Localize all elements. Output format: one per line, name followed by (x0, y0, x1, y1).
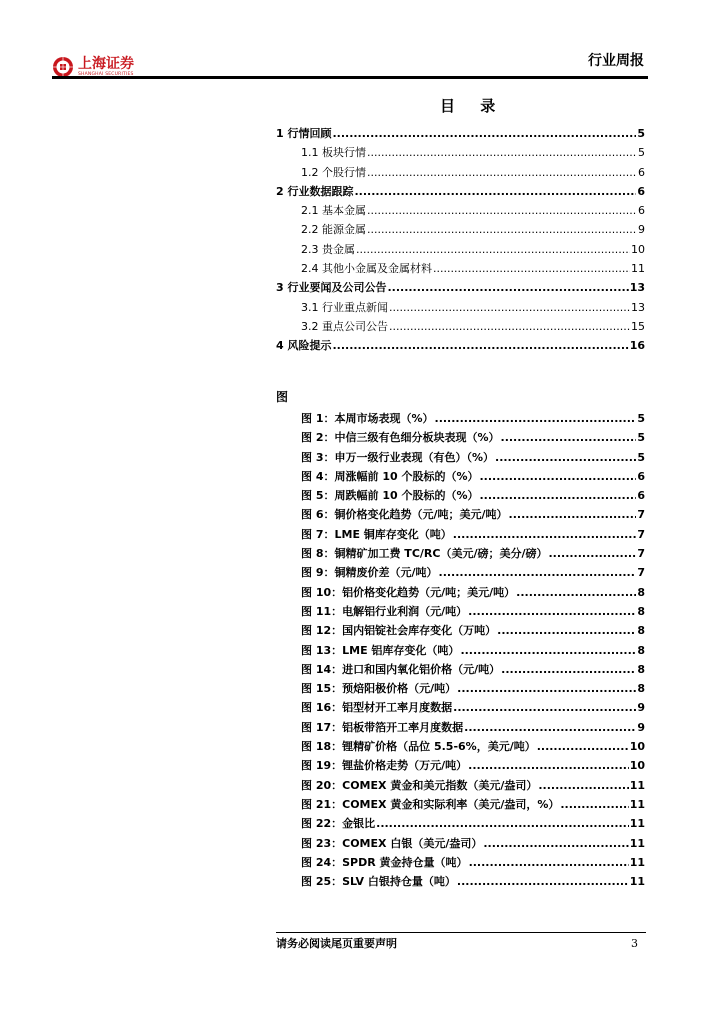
toc-entry-label: 图 21：COMEX 黄金和实际利率（美元/盎司，%） (301, 797, 560, 811)
dot-leader (453, 698, 636, 717)
toc-entry[interactable] (276, 621, 645, 640)
dot-leader (464, 718, 636, 737)
toc-entry-label: 2.2 能源金属 (301, 223, 366, 237)
toc-entry[interactable] (276, 737, 645, 756)
dot-leader (356, 240, 630, 259)
toc-entry-label: 图 2：中信三级有色细分板块表现（%） (301, 431, 500, 445)
toc-entry[interactable] (276, 259, 645, 278)
toc-entry-page: 11 (629, 875, 645, 889)
toc-entry-page: 8 (637, 682, 645, 696)
toc-entry[interactable] (276, 776, 645, 795)
toc-entry-page: 8 (637, 585, 645, 599)
toc-entry-page: 5 (638, 146, 645, 160)
dot-leader (376, 814, 629, 833)
toc-entry-page: 11 (629, 817, 645, 831)
toc-entry-label: 1.1 板块行情 (301, 146, 366, 160)
toc-entry-label: 图 6：铜价格变化趋势（元/吨；美元/吨） (301, 508, 508, 522)
toc-entry[interactable] (276, 853, 645, 872)
dot-leader (453, 525, 637, 544)
toc-entry[interactable] (276, 409, 645, 428)
company-logo (52, 56, 134, 78)
toc-entry[interactable] (276, 660, 645, 679)
toc-entry-page: 5 (637, 450, 645, 464)
toc-entry-label: 图 4：周涨幅前 10 个股标的（%） (301, 469, 479, 483)
toc-entry-label: 图 12：国内铝锭社会库存变化（万吨） (301, 624, 497, 638)
dot-leader (501, 660, 636, 679)
toc-entry-page: 7 (637, 508, 645, 522)
toc-entry-page: 7 (637, 527, 645, 541)
toc-entry-page: 6 (638, 204, 645, 218)
toc-entry-page: 7 (637, 547, 645, 561)
dot-leader (460, 641, 636, 660)
toc-entry-page: 10 (629, 740, 645, 754)
toc-entry-page: 9 (637, 701, 645, 715)
toc-entry-label: 图 18：锂精矿价格（品位 5.5-6%，美元/吨） (301, 740, 536, 754)
toc-title: 目 录 (440, 97, 506, 115)
toc-entry-page: 11 (631, 262, 645, 276)
toc-entry-label: 3 行业要闻及公司公告 (276, 281, 387, 295)
logo-subtitle: SHANGHAI SECURITIES (78, 71, 134, 77)
toc-entry-label: 3.1 行业重点新闻 (301, 300, 388, 314)
toc-entry-label: 3.2 重点公司公告 (301, 319, 388, 333)
toc-entry-label: 2.3 贵金属 (301, 242, 355, 256)
dot-leader (367, 201, 637, 220)
toc-entry-label: 图 22：金银比 (301, 817, 376, 831)
toc-entry-page: 13 (629, 281, 645, 295)
dot-leader (332, 124, 636, 143)
dot-leader (389, 298, 630, 317)
toc-entry-label: 图 17：铝板带箔开工率月度数据 (301, 720, 464, 734)
toc-entry[interactable] (276, 641, 645, 660)
dot-leader (560, 795, 628, 814)
toc-entry[interactable] (276, 505, 645, 524)
dot-leader (548, 544, 636, 563)
toc-entry[interactable] (276, 317, 645, 336)
dot-leader (495, 448, 636, 467)
report-type: 行业周报 (588, 53, 644, 69)
toc-entry[interactable] (276, 428, 645, 447)
toc-entry-label: 2 行业数据跟踪 (276, 184, 354, 198)
toc-entry[interactable] (276, 486, 645, 505)
dot-leader (354, 182, 636, 201)
toc-entry-label: 图 1：本周市场表现（%） (301, 412, 434, 425)
toc-entry-label: 图 5：周跌幅前 10 个股标的（%） (301, 489, 479, 503)
toc-entry[interactable] (276, 163, 645, 182)
toc-entry[interactable] (276, 220, 645, 239)
toc-entry[interactable] (276, 336, 645, 355)
page-number: 3 (631, 937, 638, 950)
dot-leader (367, 163, 637, 182)
footer-divider (276, 932, 646, 933)
dot-leader (435, 409, 637, 428)
toc-entry[interactable] (276, 718, 645, 737)
toc-entry[interactable] (276, 834, 645, 853)
table-of-contents (276, 124, 645, 356)
dot-leader (479, 467, 636, 486)
toc-entry-page: 8 (637, 604, 645, 618)
toc-entry-label: 图 9：铜精废价差（元/吨） (301, 566, 438, 580)
toc-entry[interactable] (276, 182, 645, 201)
toc-entry[interactable] (276, 698, 645, 717)
toc-entry-label: 图 3：申万一级行业表现（有色）（%） (301, 450, 495, 464)
logo-emblem-icon (52, 56, 74, 78)
toc-entry-label: 图 11：电解铝行业利润（元/吨） (301, 604, 468, 618)
toc-entry-label: 4 风险提示 (276, 339, 332, 353)
toc-entry[interactable] (276, 124, 645, 143)
toc-entry-label: 图 25：SLV 白银持仓量（吨） (301, 875, 456, 889)
dot-leader (537, 737, 629, 756)
dot-leader (387, 278, 628, 297)
toc-entry-label: 图 13：LME 铝库存变化（吨） (301, 643, 460, 657)
toc-entry[interactable] (276, 583, 645, 602)
toc-entry-page: 5 (637, 127, 645, 140)
toc-entry-label: 2.1 基本金属 (301, 204, 366, 218)
dot-leader (367, 143, 637, 162)
toc-entry-label: 图 8：铜精矿加工费 TC/RC（美元/磅；美分/磅） (301, 547, 548, 561)
dot-leader (501, 428, 637, 447)
toc-entry-page: 7 (637, 566, 645, 580)
dot-leader (439, 563, 637, 582)
dot-leader (538, 776, 628, 795)
toc-entry[interactable] (276, 756, 645, 775)
toc-entry[interactable] (276, 795, 645, 814)
footer-disclaimer: 请务必阅读尾页重要声明 (276, 937, 397, 950)
dot-leader (509, 505, 637, 524)
toc-entry-page: 8 (637, 624, 645, 638)
figures-heading: 图 (276, 390, 289, 404)
toc-entry-page: 5 (637, 431, 645, 445)
toc-entry[interactable] (276, 525, 645, 544)
toc-entry-page: 10 (629, 759, 645, 773)
toc-entry[interactable] (276, 467, 645, 486)
toc-entry[interactable] (276, 298, 645, 317)
toc-entry[interactable] (276, 602, 645, 621)
dot-leader (367, 220, 637, 239)
toc-entry-label: 图 7：LME 铜库存变化（吨） (301, 527, 452, 541)
toc-entry-label: 图 16：铝型材开工率月度数据 (301, 701, 453, 715)
toc-entry[interactable] (276, 448, 645, 467)
toc-entry[interactable] (276, 563, 645, 582)
dot-leader (332, 336, 628, 355)
toc-entry-label: 图 14：进口和国内氧化铝价格（元/吨） (301, 662, 501, 676)
toc-entry-page: 15 (631, 319, 645, 333)
toc-entry-page: 8 (637, 662, 645, 676)
toc-entry[interactable] (276, 814, 645, 833)
toc-entry-label: 图 15：预焙阳极价格（元/吨） (301, 682, 457, 696)
toc-entry-page: 11 (629, 855, 645, 869)
toc-entry-page: 6 (637, 469, 645, 483)
toc-entry-label: 图 23：COMEX 白银（美元/盎司） (301, 836, 483, 850)
dot-leader (483, 834, 628, 853)
toc-entry-label: 1.2 个股行情 (301, 165, 366, 179)
toc-entry[interactable] (276, 143, 645, 162)
toc-entry-page: 8 (637, 643, 645, 657)
toc-entry-label: 2.4 其他小金属及金属材料 (301, 262, 432, 276)
toc-entry-label: 图 24：SPDR 黄金持仓量（吨） (301, 855, 468, 869)
toc-entry-page: 6 (637, 184, 645, 198)
toc-entry-page: 11 (629, 836, 645, 850)
toc-entry[interactable] (276, 278, 645, 297)
header-divider (52, 76, 648, 79)
toc-entry[interactable] (276, 679, 645, 698)
dot-leader (516, 583, 636, 602)
toc-entry[interactable] (276, 872, 645, 891)
toc-entry[interactable] (276, 201, 645, 220)
dot-leader (433, 259, 630, 278)
toc-entry-page: 5 (637, 412, 645, 425)
toc-entry-page: 13 (631, 300, 645, 314)
dot-leader (457, 872, 629, 891)
toc-entry-page: 16 (629, 339, 645, 353)
dot-leader (468, 602, 636, 621)
toc-entry-label: 1 行情回顾 (276, 127, 332, 140)
toc-entry-page: 6 (637, 489, 645, 503)
toc-entry-label: 图 20：COMEX 黄金和美元指数（美元/盎司） (301, 778, 538, 792)
toc-entry-label: 图 19：锂盐价格走势（万元/吨） (301, 759, 468, 773)
dot-leader (457, 679, 636, 698)
dot-leader (469, 853, 629, 872)
toc-entry-page: 11 (629, 778, 645, 792)
toc-entry-page: 6 (638, 165, 645, 179)
toc-entry[interactable] (276, 544, 645, 563)
toc-entry-label: 图 10：铝价格变化趋势（元/吨；美元/吨） (301, 585, 516, 599)
dot-leader (468, 756, 629, 775)
toc-entry-page: 9 (638, 223, 645, 237)
toc-entry-page: 11 (629, 797, 645, 811)
toc-entry-page: 10 (631, 242, 645, 256)
dot-leader (479, 486, 636, 505)
logo-name: 上海证券 (78, 55, 134, 72)
dot-leader (389, 317, 630, 336)
dot-leader (497, 621, 636, 640)
list-of-figures (276, 409, 645, 891)
toc-entry[interactable] (276, 240, 645, 259)
toc-entry-page: 9 (637, 720, 645, 734)
